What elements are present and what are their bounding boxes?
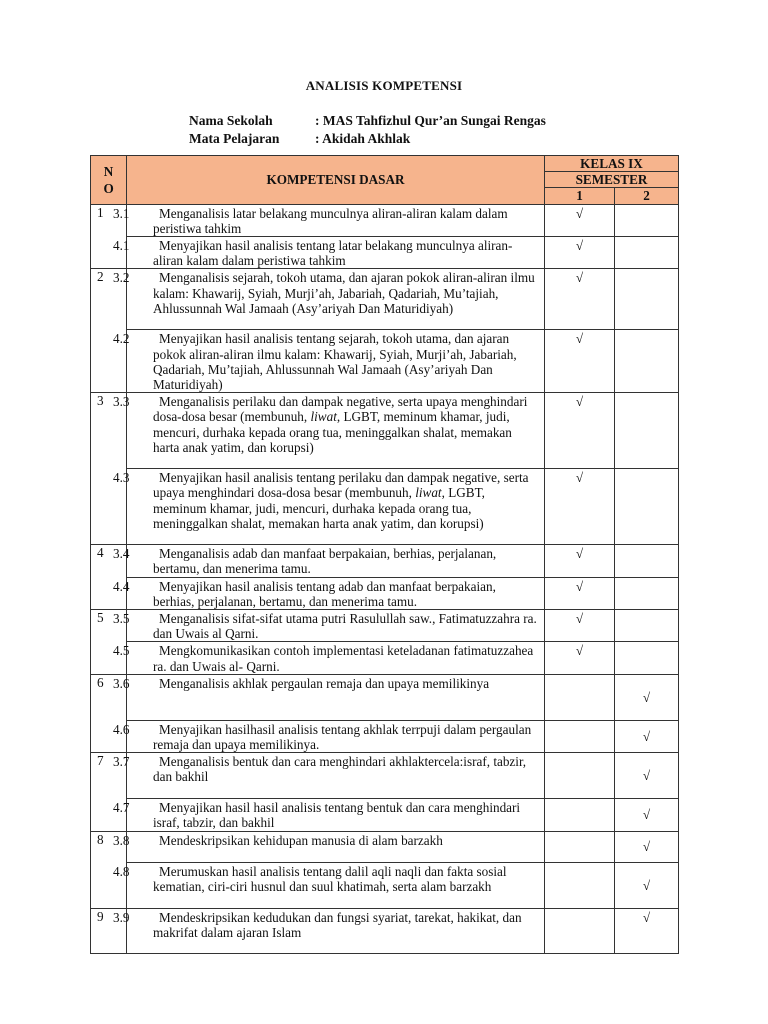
table-row [91, 237, 679, 269]
semester-1-cell [545, 393, 615, 469]
semester-1-cell [545, 545, 615, 577]
header-kelas: KELAS IX [545, 156, 679, 172]
row-number: 9 [91, 908, 127, 953]
semester-2-cell [615, 469, 679, 545]
semester-2-cell [615, 577, 679, 609]
semester-2-cell [615, 269, 679, 330]
semester-2-cell [615, 545, 679, 577]
competency-code: 4.6 [113, 721, 130, 737]
competency-cell [113, 720, 545, 753]
header-semester: SEMESTER [545, 172, 679, 188]
row-number: 6 [91, 674, 127, 720]
semester-1-cell [545, 674, 615, 720]
check-mark-icon: √ [642, 768, 651, 784]
table-row [91, 831, 679, 862]
competency-cell [113, 862, 545, 908]
competency-cell [113, 908, 545, 953]
header-no [91, 156, 127, 205]
competency-text: Menyajikan hasil analisis tentang adab dan manfaat berpakaian, berhias, perjalanan, bertamu, dan menerima tamu. [153, 578, 496, 609]
competency-table [90, 155, 679, 954]
competency-text: Menganalisis bentuk dan cara menghindari akhlaktercela:israf, tabzir, dan bakhil [153, 754, 527, 785]
semester-1-cell [545, 610, 615, 642]
semester-1-cell [545, 862, 615, 908]
competency-text: Merumuskan hasil analisis tentang dalil aqli naqli dan fakta sosial kematian, ciri-ciri husnul dan suul khatimah, serta alam barzakh [153, 863, 507, 894]
competency-text: Menganalisis akhlak pergaulan remaja dan upaya memilikinya [159, 675, 490, 691]
table-row [91, 577, 679, 609]
table-row [91, 330, 679, 393]
row-number: 3 [91, 393, 127, 469]
semester-2-cell [615, 720, 679, 752]
row-number: 5 [91, 610, 127, 642]
competency-text: Menyajikan hasil analisis tentang sejarah, tokoh utama, dan ajaran pokok aliran-aliran ilmu kalam: Khawarij, Syiah, Murji’ah, Jabariah, Qadariah, Mu’tajiah, Ahlussunnah Wal Jamaah (Asy’ariyah Dan Maturidiyah) [153, 331, 517, 393]
semester-2-cell [615, 799, 679, 831]
competency-text: Menyajikan hasil analisis tentang perilaku dan dampak negative, serta upaya menghindari dosa-dosa besar (membunuh, liwat, LGBT, meminum khamar, judi, mencuri, durhaka kepada orang tua, meninggalkan shalat, memakan harta anak yatim, dan korupsi) [153, 470, 529, 531]
semester-1-cell [545, 330, 615, 393]
check-mark-icon: √ [575, 331, 584, 347]
meta-subject-value: : Akidah Akhlak [315, 131, 411, 146]
competency-code: 3.9 [113, 909, 130, 925]
semester-2-cell [615, 330, 679, 393]
competency-code: 3.5 [113, 611, 130, 627]
competency-text: Menyajikan hasilhasil analisis tentang akhlak terrpuji dalam pergaulan remaja dan upaya memilikinya. [153, 721, 532, 753]
competency-cell [113, 577, 545, 609]
semester-2-cell [615, 642, 679, 674]
check-mark-icon: √ [642, 728, 651, 744]
competency-text: Menganalisis adab dan manfaat berpakaian, berhias, perjalanan, bertamu, dan menerima tamu. [153, 546, 497, 577]
competency-cell [113, 831, 545, 862]
table-row [91, 545, 679, 577]
competency-cell [113, 753, 545, 799]
semester-2-cell [615, 237, 679, 269]
competency-code: 4.7 [113, 800, 130, 816]
meta-subject [189, 131, 410, 147]
competency-text: Menganalisis sifat-sifat utama putri Rasulullah saw., Fatimatuzzahra ra. dan Uwais al Qarni. [153, 611, 537, 642]
check-mark-icon: √ [575, 238, 584, 254]
competency-cell [113, 674, 545, 720]
table-row [91, 393, 679, 469]
semester-2-cell [615, 908, 679, 953]
competency-code: 3.3 [113, 394, 130, 410]
check-mark-icon: √ [642, 909, 651, 925]
competency-code: 3.4 [113, 546, 130, 562]
table-row [91, 642, 679, 674]
competency-cell [113, 642, 545, 674]
table-row [91, 908, 679, 953]
competency-cell [113, 393, 545, 469]
competency-text: Menyajikan hasil analisis tentang latar belakang munculnya aliran-aliran kalam dalam peristiwa tahkim [153, 238, 513, 269]
check-mark-icon: √ [642, 877, 651, 893]
competency-cell [113, 269, 545, 330]
check-mark-icon: √ [575, 270, 584, 286]
competency-text: Mendeskripsikan kedudukan dan fungsi syariat, tarekat, hakikat, dan makrifat dalam ajaran Islam [153, 909, 522, 940]
table-row [91, 269, 679, 330]
check-mark-icon: √ [642, 807, 651, 823]
competency-text: Menyajikan hasil hasil analisis tentang bentuk dan cara menghindari israf, tabzir, dan bakhil [153, 800, 521, 831]
header-sem-2: 2 [615, 188, 679, 204]
competency-cell [113, 610, 545, 642]
meta-school [189, 113, 546, 129]
check-mark-icon: √ [575, 470, 584, 486]
competency-code: 3.8 [113, 832, 130, 848]
table-row [91, 674, 679, 720]
document-title: ANALISIS KOMPETENSI [305, 78, 463, 93]
check-mark-icon: √ [642, 689, 651, 705]
table-row [91, 862, 679, 908]
competency-cell [113, 799, 545, 831]
semester-1-cell [545, 642, 615, 674]
semester-1-cell [545, 753, 615, 799]
competency-rows [91, 204, 679, 953]
competency-text: Menganalisis sejarah, tokoh utama, dan ajaran pokok aliran-aliran ilmu kalam: Khawarij, Syiah, Murji’ah, Jabariah, Qadariah, Mu’tajiah, Ahlussunnah Wal Jamaah (Asy’ariyah Dan Maturidiyah) [153, 270, 535, 316]
competency-cell [113, 204, 545, 236]
row-number: 7 [91, 753, 127, 799]
semester-2-cell [615, 674, 679, 720]
meta-school-label: Nama Sekolah [189, 113, 273, 128]
competency-text: Mengkomunikasikan contoh implementasi keteladanan fatimatuzzahea ra. dan Uwais al- Qarni. [153, 643, 534, 674]
table-row [91, 720, 679, 752]
competency-code: 4.5 [113, 643, 130, 659]
semester-1-cell [545, 799, 615, 831]
check-mark-icon: √ [575, 546, 584, 562]
competency-code: 4.1 [113, 238, 130, 254]
competency-text: Mendeskripsikan kehidupan manusia di alam barzakh [159, 832, 443, 848]
row-number: 1 [91, 204, 127, 236]
semester-1-cell [545, 469, 615, 545]
check-mark-icon: √ [575, 205, 584, 221]
competency-cell [113, 469, 545, 545]
competency-code: 3.2 [113, 270, 130, 286]
semester-1-cell [545, 720, 615, 752]
row-number: 4 [91, 545, 127, 577]
table-row [91, 610, 679, 642]
header-kd: KOMPETENSI DASAR [127, 156, 545, 205]
meta-school-value: : MAS Tahfizhul Qur’an Sungai Rengas [315, 113, 546, 128]
semester-1-cell [545, 269, 615, 330]
competency-code: 4.8 [113, 863, 130, 879]
competency-text: Menganalisis perilaku dan dampak negative, serta upaya menghindari dosa-dosa besar (membunuh, liwat, LGBT, meminum khamar, judi, mencuri, durhaka kepada orang tua, meninggalkan shalat, memakan harta anak yatim, dan korupsi) [153, 394, 528, 455]
competency-code: 4.3 [113, 470, 130, 486]
row-number: 2 [91, 269, 127, 330]
table-row [91, 469, 679, 545]
table-row [91, 753, 679, 799]
competency-text: Menganalisis latar belakang munculnya aliran-aliran kalam dalam peristiwa tahkim [153, 205, 508, 236]
semester-2-cell [615, 204, 679, 236]
check-mark-icon: √ [575, 394, 584, 410]
header-sem-1: 1 [545, 188, 615, 204]
semester-2-cell [615, 610, 679, 642]
competency-code: 4.4 [113, 578, 130, 594]
semester-1-cell [545, 831, 615, 862]
semester-2-cell [615, 831, 679, 862]
header-no-text: N O [103, 163, 114, 196]
semester-1-cell [545, 204, 615, 236]
competency-code: 3.1 [113, 205, 130, 221]
semester-1-cell [545, 577, 615, 609]
check-mark-icon: √ [575, 611, 584, 627]
competency-code: 4.2 [113, 331, 130, 347]
competency-cell [113, 545, 545, 577]
table-row [91, 204, 679, 236]
semester-1-cell [545, 908, 615, 953]
competency-code: 3.6 [113, 675, 130, 691]
table-row [91, 799, 679, 831]
competency-code: 3.7 [113, 754, 130, 770]
semester-1-cell [545, 237, 615, 269]
competency-cell [113, 237, 545, 269]
check-mark-icon: √ [575, 643, 584, 659]
check-mark-icon: √ [575, 578, 584, 594]
meta-subject-label: Mata Pelajaran [189, 131, 280, 146]
semester-2-cell [615, 393, 679, 469]
semester-2-cell [615, 753, 679, 799]
competency-cell [113, 330, 545, 393]
row-number: 8 [91, 831, 127, 862]
semester-2-cell [615, 862, 679, 908]
check-mark-icon: √ [642, 839, 651, 855]
